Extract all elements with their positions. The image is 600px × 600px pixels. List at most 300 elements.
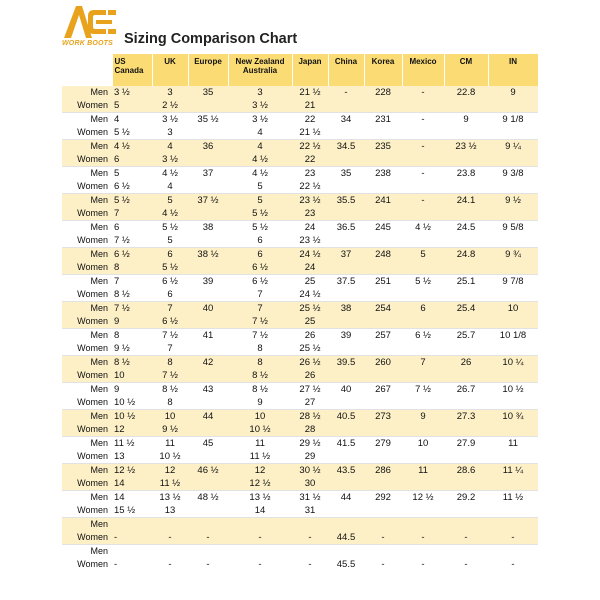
size-cell: 10 ½ bbox=[114, 397, 136, 408]
size-cell bbox=[488, 504, 538, 518]
row-label-men: Men bbox=[62, 86, 112, 99]
size-row-men bbox=[62, 248, 538, 262]
size-cell: 23.8 bbox=[444, 167, 488, 181]
size-cell bbox=[488, 545, 538, 559]
size-cell: 25 ½ bbox=[292, 302, 328, 316]
size-cell: - bbox=[112, 531, 152, 545]
size-cell: 5 bbox=[112, 99, 152, 113]
size-row-women bbox=[62, 342, 538, 356]
size-cell: 4 bbox=[257, 127, 263, 138]
size-cell bbox=[364, 342, 402, 356]
ace-logo-mark-icon bbox=[62, 2, 120, 42]
size-cell bbox=[444, 545, 488, 559]
size-cell bbox=[188, 369, 228, 383]
size-cell: 21 bbox=[292, 99, 328, 113]
size-cell: 7 ½ bbox=[228, 315, 292, 329]
size-cell bbox=[402, 504, 444, 518]
size-cell: 14 bbox=[254, 505, 266, 516]
size-cell: 7 bbox=[112, 275, 152, 289]
size-cell: 231 bbox=[364, 113, 402, 127]
row-label-women: Women bbox=[77, 289, 108, 299]
size-cell bbox=[328, 207, 364, 221]
size-cell bbox=[188, 153, 228, 167]
size-row-women bbox=[62, 261, 538, 275]
size-cell bbox=[488, 261, 538, 275]
size-cell: 26 bbox=[292, 369, 328, 383]
size-cell bbox=[228, 518, 292, 532]
size-cell: 12 ½ bbox=[112, 464, 152, 478]
size-cell bbox=[188, 518, 228, 532]
size-cell bbox=[444, 126, 488, 140]
size-cell: 26.7 bbox=[444, 383, 488, 397]
size-cell: 10 ½ bbox=[488, 383, 538, 397]
size-cell: 38 bbox=[188, 221, 228, 235]
size-cell: 40 bbox=[328, 383, 364, 397]
row-label-men: Men bbox=[62, 356, 112, 370]
size-cell: 10 ½ bbox=[228, 423, 292, 437]
row-label-women: Women bbox=[62, 477, 112, 491]
size-cell bbox=[444, 518, 488, 532]
size-cell: 27.3 bbox=[444, 410, 488, 424]
size-cell: 44 bbox=[328, 491, 364, 505]
size-cell: 9 ½ bbox=[152, 423, 188, 437]
row-label-men: Men bbox=[62, 545, 112, 559]
size-row-men bbox=[62, 518, 538, 532]
size-cell: 35 ½ bbox=[188, 113, 228, 127]
size-cell bbox=[112, 545, 152, 559]
size-cell: - bbox=[114, 559, 118, 570]
size-cell: 3 bbox=[167, 127, 173, 138]
size-row-men bbox=[62, 329, 538, 343]
size-cell: 10 bbox=[228, 410, 292, 424]
size-cell bbox=[402, 315, 444, 329]
size-cell bbox=[444, 180, 488, 194]
size-cell: 12 bbox=[228, 464, 292, 478]
size-cell bbox=[488, 99, 538, 113]
size-cell: 12 bbox=[112, 423, 152, 437]
size-row-men bbox=[62, 167, 538, 181]
size-cell: 9 7/8 bbox=[488, 275, 538, 289]
size-cell: 8 bbox=[112, 329, 152, 343]
size-cell: 11 ½ bbox=[488, 491, 538, 505]
size-cell: 9 ¾ bbox=[488, 248, 538, 262]
row-label-women: Women bbox=[62, 531, 112, 545]
row-label-women: Women bbox=[77, 235, 108, 245]
size-row-women bbox=[62, 234, 538, 248]
size-cell bbox=[188, 545, 228, 559]
size-cell: 286 bbox=[364, 464, 402, 478]
size-cell: 37 bbox=[328, 248, 364, 262]
size-cell: 10 bbox=[488, 302, 538, 316]
size-cell: 9 bbox=[257, 397, 263, 408]
size-cell bbox=[488, 450, 538, 464]
size-cell bbox=[364, 477, 402, 491]
chart-header bbox=[62, 2, 542, 54]
row-label-women: Women bbox=[77, 397, 108, 407]
size-cell: 13 bbox=[114, 451, 125, 462]
size-cell: 35 bbox=[188, 86, 228, 99]
size-cell bbox=[488, 315, 538, 329]
size-cell bbox=[444, 369, 488, 383]
size-cell bbox=[364, 518, 402, 532]
size-cell bbox=[402, 450, 444, 464]
size-cell bbox=[444, 315, 488, 329]
size-cell: 4 ½ bbox=[152, 167, 188, 181]
size-cell: - bbox=[168, 559, 172, 570]
size-cell: 238 bbox=[364, 167, 402, 181]
size-cell bbox=[444, 261, 488, 275]
size-row-women bbox=[62, 288, 538, 302]
size-row-men bbox=[62, 86, 538, 99]
size-cell bbox=[188, 477, 228, 491]
size-cell: 3 ½ bbox=[152, 153, 188, 167]
size-cell bbox=[488, 423, 538, 437]
size-cell: - bbox=[464, 559, 468, 570]
size-cell: 11 bbox=[402, 464, 444, 478]
size-cell: 27.9 bbox=[444, 437, 488, 451]
size-cell: 6 ½ bbox=[152, 275, 188, 289]
size-cell: 48 ½ bbox=[188, 491, 228, 505]
size-cell: - bbox=[402, 194, 444, 208]
size-cell: 28.6 bbox=[444, 464, 488, 478]
size-cell: 24 bbox=[292, 261, 328, 275]
size-cell: 254 bbox=[364, 302, 402, 316]
row-label-women: Women bbox=[62, 315, 112, 329]
size-cell: 6 bbox=[228, 248, 292, 262]
size-cell: 38 ½ bbox=[188, 248, 228, 262]
size-cell: 6 ½ bbox=[228, 275, 292, 289]
size-cell bbox=[444, 153, 488, 167]
column-header: US Canada bbox=[112, 54, 152, 86]
size-row-women bbox=[62, 558, 538, 571]
size-cell bbox=[328, 369, 364, 383]
size-cell bbox=[328, 477, 364, 491]
size-cell: 4 ½ bbox=[152, 207, 188, 221]
size-row-women bbox=[62, 180, 538, 194]
size-cell bbox=[444, 477, 488, 491]
row-label-men: Men bbox=[62, 464, 112, 478]
size-cell bbox=[328, 518, 364, 532]
size-cell: 30 ½ bbox=[292, 464, 328, 478]
size-cell: - bbox=[328, 86, 364, 99]
size-cell: 10 ½ bbox=[112, 410, 152, 424]
size-cell: 35.5 bbox=[328, 194, 364, 208]
size-cell bbox=[488, 153, 538, 167]
size-cell: 44.5 bbox=[328, 531, 364, 545]
size-cell bbox=[488, 396, 538, 410]
size-cell: - bbox=[402, 140, 444, 154]
size-cell bbox=[328, 234, 364, 248]
size-cell bbox=[328, 396, 364, 410]
size-row-women bbox=[62, 423, 538, 437]
size-cell: 25.4 bbox=[444, 302, 488, 316]
size-cell: 4 ½ bbox=[112, 140, 152, 154]
size-cell bbox=[364, 234, 402, 248]
size-cell bbox=[364, 423, 402, 437]
size-cell bbox=[364, 315, 402, 329]
column-header: New Zealand Australia bbox=[228, 54, 292, 86]
size-cell: 9 bbox=[444, 113, 488, 127]
size-cell: - bbox=[364, 531, 402, 545]
size-cell: 8 ½ bbox=[152, 383, 188, 397]
row-label-women: Women bbox=[77, 559, 108, 569]
size-cell: 292 bbox=[364, 491, 402, 505]
size-cell bbox=[364, 99, 402, 113]
size-row-men bbox=[62, 383, 538, 397]
size-cell bbox=[188, 99, 228, 113]
size-row-men bbox=[62, 275, 538, 289]
size-cell: - bbox=[402, 86, 444, 99]
size-cell: 23 ½ bbox=[299, 235, 321, 246]
size-cell bbox=[444, 207, 488, 221]
row-label-women: Women bbox=[62, 153, 112, 167]
column-header: Japan bbox=[292, 54, 328, 86]
size-cell: 8 bbox=[152, 356, 188, 370]
size-cell: 5 bbox=[402, 248, 444, 262]
size-cell bbox=[488, 342, 538, 356]
size-cell: 10 ¾ bbox=[488, 410, 538, 424]
size-cell: 267 bbox=[364, 383, 402, 397]
size-row-men bbox=[62, 356, 538, 370]
size-cell: - bbox=[206, 559, 210, 570]
size-cell: 29 bbox=[304, 451, 316, 462]
size-row-men bbox=[62, 221, 538, 235]
column-header: IN bbox=[488, 54, 538, 86]
size-cell: 23 ½ bbox=[444, 140, 488, 154]
size-cell: 7 bbox=[257, 289, 263, 300]
size-row-men bbox=[62, 464, 538, 478]
size-cell: 8 ½ bbox=[228, 369, 292, 383]
size-cell: 22 ½ bbox=[299, 181, 321, 192]
size-cell: 7 ½ bbox=[112, 302, 152, 316]
size-cell: 3 bbox=[228, 86, 292, 99]
size-cell: - bbox=[421, 559, 425, 570]
size-row-women bbox=[62, 207, 538, 221]
size-cell: 29.2 bbox=[444, 491, 488, 505]
size-cell: - bbox=[258, 559, 262, 570]
size-cell: 8 bbox=[112, 261, 152, 275]
size-cell: 5 bbox=[228, 194, 292, 208]
size-cell: 3 ½ bbox=[228, 113, 292, 127]
size-cell: 5 bbox=[112, 167, 152, 181]
size-cell bbox=[402, 423, 444, 437]
size-cell: 6 bbox=[257, 235, 263, 246]
size-cell: 7 bbox=[402, 356, 444, 370]
size-cell: 10 bbox=[112, 369, 152, 383]
size-cell: 12 bbox=[152, 464, 188, 478]
size-cell: 3 ½ bbox=[112, 86, 152, 99]
size-cell: 43.5 bbox=[328, 464, 364, 478]
size-cell: 4 bbox=[167, 181, 173, 192]
size-cell bbox=[188, 288, 228, 302]
size-cell bbox=[188, 504, 228, 518]
size-cell: 34.5 bbox=[328, 140, 364, 154]
size-cell: 241 bbox=[364, 194, 402, 208]
size-row-men bbox=[62, 437, 538, 451]
size-cell: 6 bbox=[152, 248, 188, 262]
size-row-men bbox=[62, 302, 538, 316]
size-cell bbox=[444, 99, 488, 113]
size-cell: 2 ½ bbox=[152, 99, 188, 113]
size-row-men bbox=[62, 194, 538, 208]
size-cell: 24.8 bbox=[444, 248, 488, 262]
size-cell: - bbox=[188, 531, 228, 545]
size-cell: 37 bbox=[188, 167, 228, 181]
size-cell: 42 bbox=[188, 356, 228, 370]
row-label-men: Men bbox=[62, 248, 112, 262]
size-cell: 37 ½ bbox=[188, 194, 228, 208]
size-cell: 25 bbox=[292, 275, 328, 289]
size-cell bbox=[328, 423, 364, 437]
size-cell: 273 bbox=[364, 410, 402, 424]
row-label-men: Men bbox=[62, 410, 112, 424]
size-cell: 6 ½ bbox=[112, 248, 152, 262]
size-cell bbox=[292, 545, 328, 559]
size-cell: 7 ½ bbox=[114, 235, 130, 246]
size-cell: 9 bbox=[402, 410, 444, 424]
row-label-men: Men bbox=[62, 491, 112, 505]
size-cell: 5 ½ bbox=[402, 275, 444, 289]
size-cell: 6 ½ bbox=[228, 261, 292, 275]
size-cell: 24 bbox=[292, 221, 328, 235]
size-cell: 4 bbox=[112, 113, 152, 127]
column-header: UK bbox=[152, 54, 188, 86]
size-cell bbox=[402, 99, 444, 113]
size-cell bbox=[188, 180, 228, 194]
size-cell: 6 bbox=[112, 221, 152, 235]
size-cell bbox=[402, 126, 444, 140]
size-cell: 9 bbox=[112, 315, 152, 329]
size-cell bbox=[292, 518, 328, 532]
size-cell bbox=[402, 207, 444, 221]
size-cell bbox=[328, 288, 364, 302]
size-cell: 38 bbox=[328, 302, 364, 316]
size-cell: 15 ½ bbox=[114, 505, 136, 516]
size-cell: 11 ½ bbox=[152, 477, 188, 491]
size-cell: 13 ½ bbox=[228, 491, 292, 505]
size-cell bbox=[364, 207, 402, 221]
row-label-women: Women bbox=[62, 99, 112, 113]
size-cell bbox=[328, 450, 364, 464]
size-row-men bbox=[62, 545, 538, 559]
size-cell bbox=[364, 126, 402, 140]
size-row-women bbox=[62, 126, 538, 140]
size-cell: 40.5 bbox=[328, 410, 364, 424]
size-cell: 23 bbox=[292, 207, 328, 221]
size-cell: 13 ½ bbox=[152, 491, 188, 505]
size-cell: 3 bbox=[152, 86, 188, 99]
size-cell: 43 bbox=[188, 383, 228, 397]
size-cell: 25 bbox=[292, 315, 328, 329]
size-cell: 4 ½ bbox=[228, 153, 292, 167]
size-cell bbox=[488, 234, 538, 248]
size-cell bbox=[188, 396, 228, 410]
size-cell bbox=[328, 153, 364, 167]
size-cell bbox=[364, 504, 402, 518]
size-cell bbox=[402, 288, 444, 302]
row-label-women: Women bbox=[77, 343, 108, 353]
size-cell: 36.5 bbox=[328, 221, 364, 235]
size-cell: 5 bbox=[152, 194, 188, 208]
column-header: Europe bbox=[188, 54, 228, 86]
row-label-women: Women bbox=[77, 127, 108, 137]
size-cell: 5 ½ bbox=[152, 261, 188, 275]
size-cell: 10 bbox=[402, 437, 444, 451]
size-cell: 5 ½ bbox=[112, 194, 152, 208]
size-cell: 5 ½ bbox=[228, 207, 292, 221]
size-cell: 3 ½ bbox=[228, 99, 292, 113]
size-cell bbox=[188, 126, 228, 140]
size-cell: 251 bbox=[364, 275, 402, 289]
size-row-men bbox=[62, 410, 538, 424]
size-cell bbox=[328, 261, 364, 275]
size-cell: 7 ½ bbox=[152, 329, 188, 343]
size-cell: 7 bbox=[112, 207, 152, 221]
size-cell: 5 bbox=[257, 181, 263, 192]
size-cell: - bbox=[402, 113, 444, 127]
size-cell: 39 bbox=[328, 329, 364, 343]
size-cell: 39.5 bbox=[328, 356, 364, 370]
size-cell: 11 bbox=[228, 437, 292, 451]
size-cell bbox=[112, 518, 152, 532]
size-cell: 228 bbox=[364, 86, 402, 99]
size-cell: 11 ½ bbox=[112, 437, 152, 451]
size-cell: 8 ½ bbox=[112, 356, 152, 370]
size-cell bbox=[444, 234, 488, 248]
size-cell bbox=[188, 450, 228, 464]
size-cell bbox=[188, 234, 228, 248]
size-cell bbox=[444, 342, 488, 356]
size-cell: 36 bbox=[188, 140, 228, 154]
size-cell: - bbox=[402, 167, 444, 181]
size-cell: 6 bbox=[402, 302, 444, 316]
size-cell bbox=[402, 234, 444, 248]
size-cell: 39 bbox=[188, 275, 228, 289]
column-header: China bbox=[328, 54, 364, 86]
ace-logo bbox=[62, 2, 124, 54]
size-cell: 26 ½ bbox=[292, 356, 328, 370]
column-header: Mexico bbox=[402, 54, 444, 86]
size-cell: 7 ½ bbox=[152, 369, 188, 383]
size-cell: 24.1 bbox=[444, 194, 488, 208]
size-cell: 28 ½ bbox=[292, 410, 328, 424]
size-cell: 6 ½ bbox=[402, 329, 444, 343]
row-label-women: Women bbox=[62, 207, 112, 221]
size-cell: 10 bbox=[152, 410, 188, 424]
row-label-women: Women bbox=[77, 505, 108, 515]
size-cell bbox=[328, 180, 364, 194]
size-cell: 13 bbox=[164, 505, 176, 516]
column-header: Korea bbox=[364, 54, 402, 86]
size-cell: 12 ½ bbox=[402, 491, 444, 505]
size-cell: - bbox=[402, 531, 444, 545]
size-cell: 8 ½ bbox=[114, 289, 130, 300]
size-cell bbox=[402, 518, 444, 532]
size-cell: 279 bbox=[364, 437, 402, 451]
size-cell: - bbox=[511, 559, 515, 570]
size-cell: 22 bbox=[292, 153, 328, 167]
size-cell bbox=[328, 504, 364, 518]
row-label-men: Men bbox=[62, 194, 112, 208]
size-cell: 4 bbox=[152, 140, 188, 154]
size-cell: 10 ¼ bbox=[488, 356, 538, 370]
size-cell: 27 bbox=[304, 397, 316, 408]
row-label-men: Men bbox=[62, 518, 112, 532]
size-cell bbox=[364, 180, 402, 194]
size-cell: 41.5 bbox=[328, 437, 364, 451]
size-cell: 6 bbox=[112, 153, 152, 167]
size-cell: 6 ½ bbox=[152, 315, 188, 329]
